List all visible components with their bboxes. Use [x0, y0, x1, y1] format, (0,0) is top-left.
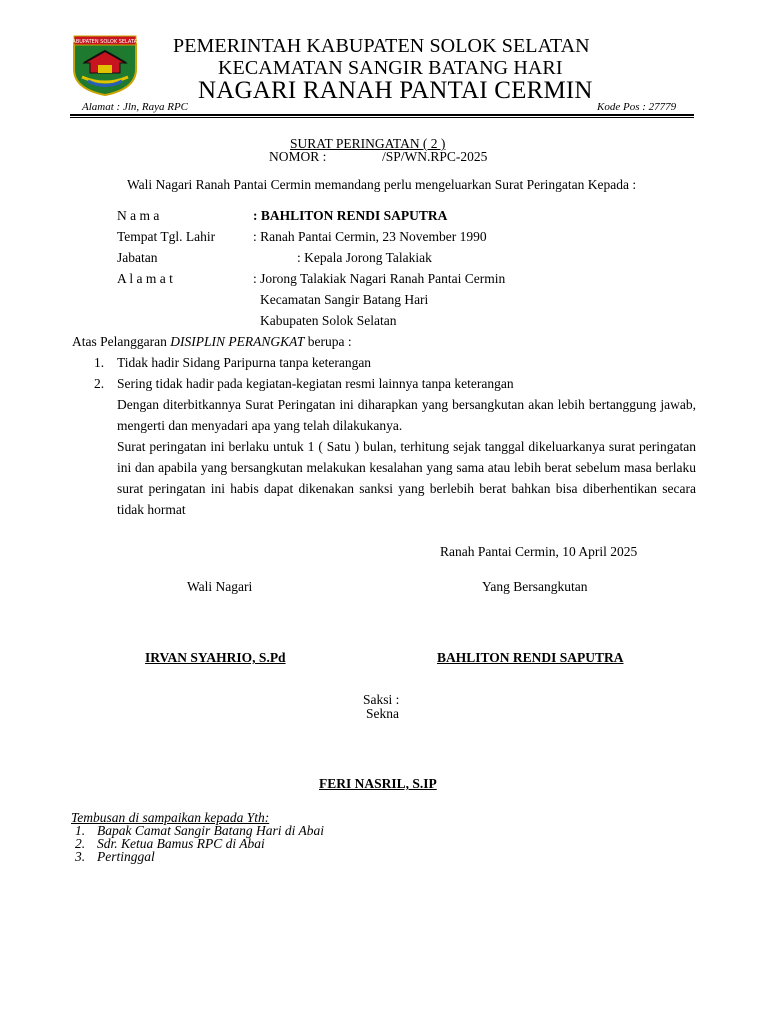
- address-label: A l a m a t: [117, 271, 173, 286]
- letter-number-label: NOMOR :: [269, 149, 327, 164]
- violation-heading: [72, 334, 352, 350]
- address-line-1: : Jorong Talakiak Nagari Ranah Pantai Cermin: [253, 271, 506, 286]
- address-line-3: Kabupaten Solok Selatan: [260, 313, 397, 328]
- right-signer-role: Yang Bersangkutan: [482, 579, 588, 594]
- name-label: N a m a: [117, 208, 160, 223]
- violation-item-number: 2.: [94, 376, 105, 391]
- violation-item-number: 1.: [94, 355, 105, 370]
- violation-item-text: Tidak hadir Sidang Paripurna tanpa keterangan: [117, 355, 372, 370]
- name-value: : BAHLITON RENDI SAPUTRA: [253, 208, 448, 223]
- birth-label: Tempat Tgl. Lahir: [117, 229, 216, 244]
- regency-logo: [70, 33, 140, 97]
- header-government: PEMERINTAH KABUPATEN SOLOK SELATAN: [173, 35, 590, 57]
- header-village: NAGARI RANAH PANTAI CERMIN: [198, 77, 593, 104]
- witness-label: Saksi :: [363, 692, 400, 707]
- cc-title: Tembusan di sampaikan kepada Yth:: [71, 810, 270, 825]
- violation-item-text: Sering tidak hadir pada kegiatan-kegiatan resmi lainnya tanpa keterangan: [117, 376, 514, 391]
- intro-text: Wali Nagari Ranah Pantai Cermin memandang perlu mengeluarkan Surat Peringatan Kepada :: [127, 177, 637, 192]
- header-rule-thick: [70, 114, 694, 116]
- header-rule-thin: [70, 117, 694, 118]
- witness-role: Sekna: [366, 706, 399, 721]
- violation-emphasis: DISIPLIN PERANGKAT: [170, 334, 305, 349]
- left-signer-role: Wali Nagari: [187, 579, 253, 594]
- letter-title: SURAT PERINGATAN ( 2 ): [290, 136, 446, 151]
- birth-value: : Ranah Pantai Cermin, 23 November 1990: [253, 229, 487, 244]
- header-district: KECAMATAN SANGIR BATANG HARI: [218, 57, 563, 79]
- letter-number-value: /SP/WN.RPC-2025: [382, 149, 488, 164]
- violation-prefix: Atas Pelanggaran: [72, 334, 171, 349]
- paragraph-expectation: Dengan diterbitkannya Surat Peringatan ini diharapkan yang bersangkutan akan lebih bertanggung jawab, mengerti dan menyadari apa yang telah dilakukanya.: [117, 397, 696, 433]
- place-date: Ranah Pantai Cermin, 10 April 2025: [440, 544, 638, 559]
- job-label: Jabatan: [117, 250, 158, 265]
- cc-item-text: Sdr. Ketua Bamus RPC di Abai: [97, 836, 265, 851]
- cc-item-number: 3.: [75, 849, 86, 864]
- job-value: : Kepala Jorong Talakiak: [297, 250, 432, 265]
- cc-item-text: Pertinggal: [97, 849, 155, 864]
- witness-name: FERI NASRIL, S.IP: [319, 776, 437, 791]
- cc-item-number: 1.: [75, 823, 86, 838]
- header-postal-code: Kode Pos : 27779: [597, 101, 677, 113]
- right-signer-name: BAHLITON RENDI SAPUTRA: [437, 650, 624, 665]
- violation-suffix: berupa :: [304, 334, 352, 349]
- logo-banner-text: KABUPATEN SOLOK SELATAN: [70, 39, 140, 45]
- cc-item-number: 2.: [75, 836, 86, 851]
- cc-item-text: Bapak Camat Sangir Batang Hari di Abai: [97, 823, 325, 838]
- left-signer-name: IRVAN SYAHRIO, S.Pd: [145, 650, 286, 665]
- paragraph-validity: Surat peringatan ini berlaku untuk 1 ( Satu ) bulan, terhitung sejak tanggal dikeluarkanya surat peringatan ini dan apabila yang bersangkutan melakukan kesalahan yang sama atau lebih berat sebelum masa berlaku surat peringatan ini habis dapat dikenakan sanksi yang berlebih berat bahkan bisa diberhentikan secara tidak hormat: [117, 439, 696, 517]
- address-line-2: Kecamatan Sangir Batang Hari: [260, 292, 429, 307]
- header-address: Alamat : Jln, Raya RPC: [82, 101, 189, 113]
